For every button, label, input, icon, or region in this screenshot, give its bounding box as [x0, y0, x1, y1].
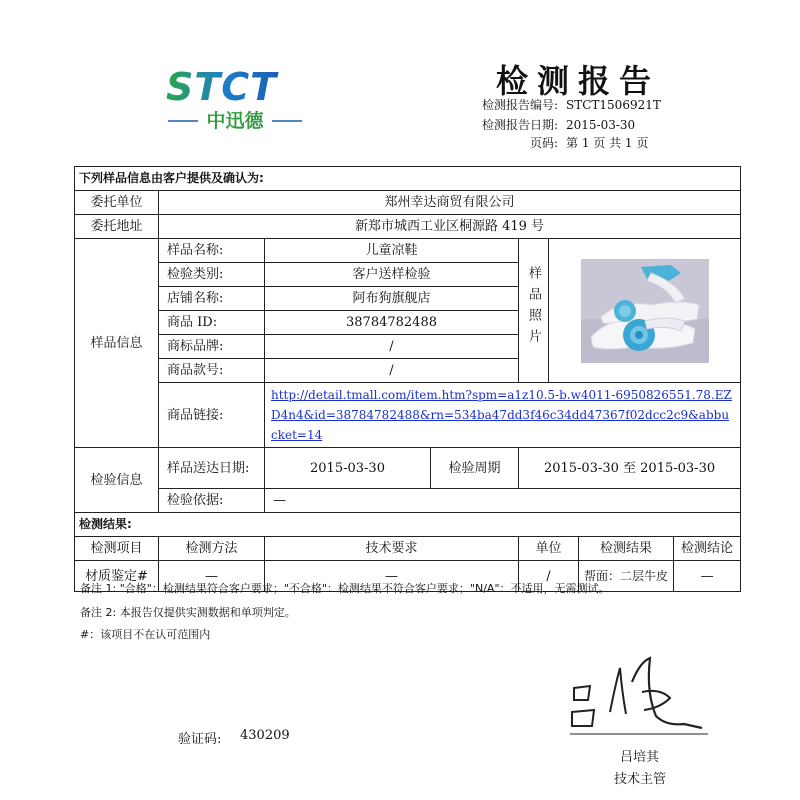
logo-cn-name: 中迅德: [206, 110, 264, 132]
brand-label: 商标品牌:: [159, 335, 265, 359]
model-value: /: [265, 359, 519, 383]
col-conclusion: 检测结论: [681, 541, 734, 556]
result-value: 帮面：二层牛皮: [579, 561, 674, 591]
arrival-date-value: 2015-03-30: [265, 448, 431, 489]
shop-name-label: 店铺名称:: [159, 287, 265, 311]
model-label: 商品款号:: [159, 359, 265, 383]
signatory-name: 吕培其: [620, 750, 660, 765]
result-unit: /: [519, 561, 579, 592]
report-number-value: STCT1506921T: [566, 98, 661, 112]
verification-label: 验证码:: [178, 732, 222, 747]
sample-name-value: 儿童凉鞋: [265, 239, 519, 263]
basis-label: 检验依据:: [159, 489, 265, 513]
photo-cell: [549, 239, 741, 383]
col-method: 检测方法: [159, 537, 265, 561]
address-value: 新郑市城西工业区桐源路 419 号: [159, 215, 741, 239]
sample-group-label: 样品信息: [75, 239, 159, 448]
inspection-type-label: 检验类别:: [159, 263, 265, 287]
result-requirement: —: [265, 561, 519, 592]
product-link-cell: [265, 383, 741, 448]
col-unit: 单位: [519, 537, 579, 561]
col-result-conclusion: [579, 537, 741, 561]
note-1: 备注 1: "合格"：检测结果符合客户要求；"不合格"：检测结果不符合客户要求；"N/A"：不适用，无需测试。: [80, 582, 610, 595]
logo-brand: STCT: [166, 66, 278, 109]
page-number-value: 第 1 页 共 1 页: [566, 136, 649, 150]
product-id-value: 38784782488: [265, 311, 519, 335]
report-date-value: 2015-03-30: [566, 118, 636, 132]
photo-label: 样品照片: [526, 266, 541, 350]
product-id-label: 商品 ID:: [159, 311, 265, 335]
inspection-type-value: 客户送样检验: [265, 263, 519, 287]
page-number-label: 页码:: [529, 136, 558, 150]
sample-info-header: 下列样品信息由客户提供及确认为:: [75, 167, 741, 191]
client-value: 郑州幸达商贸有限公司: [159, 191, 741, 215]
brand-value: /: [265, 335, 519, 359]
period-value: 2015-03-30 至 2015-03-30: [519, 448, 741, 489]
report-date-label: 检测报告日期:: [481, 118, 558, 132]
sample-name-label: 样品名称:: [159, 239, 265, 263]
result-item: 材质鉴定#: [75, 561, 159, 592]
col-item: 检测项目: [75, 537, 159, 561]
stct-logo: [160, 66, 320, 146]
verification-code: 430209: [240, 728, 290, 743]
report-number-label: 检测报告编号:: [481, 98, 558, 112]
col-requirement: 技术要求: [265, 537, 519, 561]
report-title: 检测报告: [496, 62, 661, 100]
period-label: 检验周期: [431, 448, 519, 489]
product-link[interactable]: http://detail.tmall.com/item.htm?spm=a1z10.5-b.w4011-6950826551.78.EZD4n4&id=38784782488&rn=534ba47dd3f46c34dd47367f02dcc2c9&abbucket=14: [271, 388, 732, 442]
signature: [560, 652, 710, 742]
arrival-date-label: 样品送达日期:: [159, 448, 265, 489]
photo-label-cell: [519, 239, 549, 383]
signatory-title: 技术主管: [614, 772, 667, 787]
product-link-label: 商品链接:: [159, 383, 265, 448]
result-conclusion: —: [700, 568, 714, 584]
report-table: [74, 166, 741, 592]
result-method: —: [159, 561, 265, 592]
col-result: 检测结果: [579, 537, 674, 560]
results-header: 检测结果:: [75, 513, 741, 537]
shop-name-value: 阿布狗旗舰店: [265, 287, 519, 311]
address-label: 委托地址: [75, 215, 159, 239]
basis-value: —: [265, 489, 741, 513]
note-3: #：该项目不在认可范围内: [80, 628, 211, 641]
sandal-photo: [581, 259, 709, 363]
client-label: 委托单位: [75, 191, 159, 215]
note-2: 备注 2: 本报告仅提供实测数据和单项判定。: [80, 606, 296, 619]
inspection-group-label: 检验信息: [75, 448, 159, 513]
